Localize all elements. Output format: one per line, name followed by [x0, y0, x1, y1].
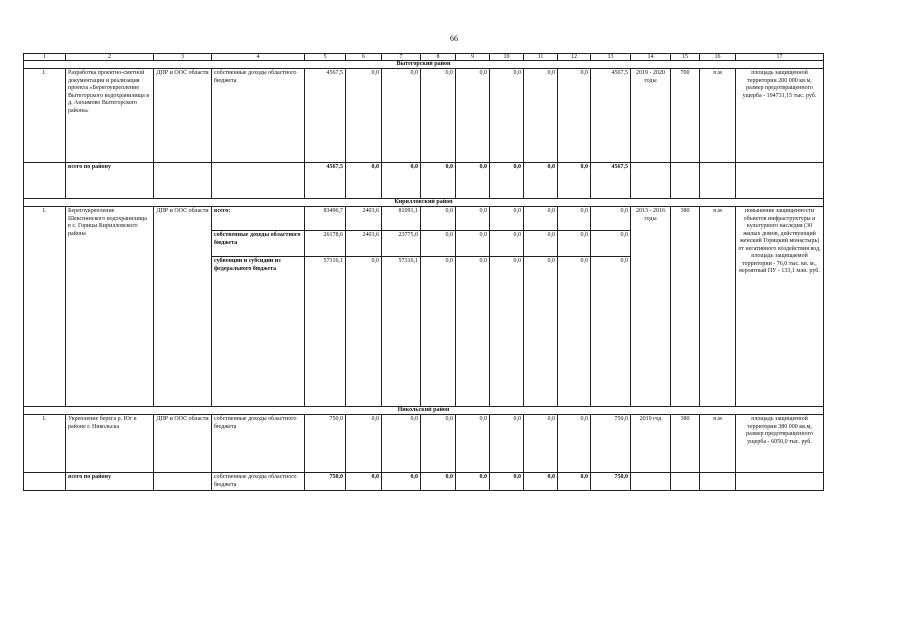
row-number: 1. — [24, 207, 66, 407]
section-title: Никольский район — [24, 407, 824, 415]
amount-cell: 0,0 — [558, 231, 591, 257]
amount-cell: 0,0 — [558, 415, 591, 473]
amount-cell: 0,0 — [382, 415, 421, 473]
section-row — [24, 199, 824, 207]
funding-source: собственные доходы областного бюджета — [212, 473, 305, 491]
amount-cell: 0,0 — [591, 231, 631, 257]
amount-cell: 0,0 — [456, 257, 490, 407]
program-table — [23, 53, 824, 491]
amount-cell: 81091,1 — [382, 207, 421, 231]
amount-cell: 2403,6 — [346, 231, 382, 257]
amount-cell: 0,0 — [591, 257, 631, 407]
responsible-org: ДПР и ООС области — [154, 207, 212, 407]
amount-cell: 0,0 — [421, 163, 456, 199]
column-number-row — [24, 54, 824, 61]
unit-cell: п.м — [700, 415, 736, 473]
col-header: 12 — [558, 54, 591, 61]
unit-cell: п.м — [700, 207, 736, 407]
quantity-cell: 380 — [671, 415, 700, 473]
col-header: 13 — [591, 54, 631, 61]
section-title: Вытегорский район — [24, 61, 824, 69]
section-title: Кирилловский район — [24, 199, 824, 207]
amount-cell: 0,0 — [524, 207, 558, 231]
amount-cell: 0,0 — [456, 415, 490, 473]
amount-cell: 0,0 — [524, 415, 558, 473]
amount-cell: 0,0 — [421, 231, 456, 257]
col-header: 11 — [524, 54, 558, 61]
row-number: 1. — [24, 69, 66, 163]
col-header: 7 — [382, 54, 421, 61]
col-header: 8 — [421, 54, 456, 61]
amount-cell: 0,0 — [421, 69, 456, 163]
total-row — [24, 163, 824, 199]
amount-cell: 0,0 — [456, 163, 490, 199]
amount-cell: 0,0 — [421, 415, 456, 473]
amount-cell: 26178,6 — [305, 231, 346, 257]
amount-cell: 0,0 — [346, 257, 382, 407]
amount-cell: 0,0 — [558, 207, 591, 231]
amount-cell: 750,0 — [591, 415, 631, 473]
row-number: 1. — [24, 415, 66, 473]
amount-cell: 0,0 — [456, 473, 490, 491]
amount-cell: 2403,6 — [346, 207, 382, 231]
col-header: 9 — [456, 54, 490, 61]
amount-cell: 0,0 — [456, 207, 490, 231]
quantity-cell: 700 — [671, 69, 700, 163]
amount-cell: 750,0 — [305, 473, 346, 491]
funding-source: всего: — [212, 207, 305, 231]
amount-cell: 23775,0 — [382, 231, 421, 257]
amount-cell: 0,0 — [346, 69, 382, 163]
page-number: 66 — [450, 34, 458, 43]
col-header: 6 — [346, 54, 382, 61]
amount-cell: 0,0 — [490, 473, 524, 491]
col-header: 4 — [212, 54, 305, 61]
amount-cell: 4567,5 — [591, 69, 631, 163]
amount-cell: 0,0 — [524, 257, 558, 407]
amount-cell: 0,0 — [382, 69, 421, 163]
amount-cell: 0,0 — [421, 473, 456, 491]
amount-cell: 4567,5 — [305, 163, 346, 199]
amount-cell: 0,0 — [490, 207, 524, 231]
amount-cell: 0,0 — [558, 257, 591, 407]
amount-cell: 0,0 — [490, 257, 524, 407]
amount-cell: 4567,5 — [305, 69, 346, 163]
col-header: 15 — [671, 54, 700, 61]
responsible-org: ДПР и ООС области — [154, 69, 212, 163]
amount-cell: 0,0 — [490, 231, 524, 257]
responsible-org: ДПР и ООС области — [154, 415, 212, 473]
total-label: всего по району — [66, 473, 154, 491]
amount-cell: 0,0 — [558, 69, 591, 163]
amount-cell: 0,0 — [558, 473, 591, 491]
col-header: 2 — [66, 54, 154, 61]
col-header: 14 — [631, 54, 671, 61]
amount-cell: 0,0 — [421, 207, 456, 231]
amount-cell: 57316,1 — [382, 257, 421, 407]
amount-cell: 0,0 — [382, 163, 421, 199]
amount-cell: 0,0 — [524, 231, 558, 257]
quantity-cell: 380 — [671, 207, 700, 407]
funding-source: собственные доходы областного бюджета — [212, 69, 305, 163]
amount-cell: 0,0 — [524, 69, 558, 163]
total-label: всего по району — [66, 163, 154, 199]
amount-cell: 750,0 — [305, 415, 346, 473]
period-cell: 2013 - 2016 годы — [631, 207, 671, 407]
table-row — [24, 415, 824, 473]
funding-source: собственные доходы областного бюджета — [212, 231, 305, 257]
section-row — [24, 407, 824, 415]
result-note: повышение защищенности объектов инфраструктуры и культурного наследия (30 жилых домов, действующий женский Горицкий монастырь) от негативного воздействия вод, площадь защищаемой территории - 76,0 тыс. кв. м., вероятный ПУ - 133,1 млн. руб. — [736, 207, 824, 407]
amount-cell: 0,0 — [490, 415, 524, 473]
amount-cell: 0,0 — [346, 415, 382, 473]
col-header: 5 — [305, 54, 346, 61]
col-header: 17 — [736, 54, 824, 61]
table-row — [24, 69, 824, 163]
project-name: Берегоукрепление Шекснинского водохранилища в с. Горицы Кирилловского района — [66, 207, 154, 407]
amount-cell: 0,0 — [346, 163, 382, 199]
period-cell: 2019 год — [631, 415, 671, 473]
amount-cell: 0,0 — [558, 163, 591, 199]
amount-cell: 4567,5 — [591, 163, 631, 199]
table-row — [24, 207, 824, 231]
amount-cell: 0,0 — [456, 231, 490, 257]
amount-cell: 0,0 — [490, 163, 524, 199]
amount-cell: 0,0 — [346, 473, 382, 491]
amount-cell: 0,0 — [382, 473, 421, 491]
amount-cell: 0,0 — [524, 163, 558, 199]
amount-cell: 0,0 — [524, 473, 558, 491]
section-row — [24, 61, 824, 69]
amount-cell: 0,0 — [456, 69, 490, 163]
amount-cell: 57316,1 — [305, 257, 346, 407]
unit-cell: п.м — [700, 69, 736, 163]
project-name: Укрепление берега р. Юг в районе г. Никольска — [66, 415, 154, 473]
funding-source: субвенции и субсидии из федерального бюджета — [212, 257, 305, 407]
amount-cell: 750,0 — [591, 473, 631, 491]
amount-cell: 0,0 — [421, 257, 456, 407]
period-cell: 2019 - 2020 годы — [631, 69, 671, 163]
total-row — [24, 473, 824, 491]
amount-cell: 0,0 — [591, 207, 631, 231]
result-note: площадь защищенной территории 380 000 кв.м, размер предотвращенного ущерба - 6050,0 тыс. руб. — [736, 415, 824, 473]
col-header: 10 — [490, 54, 524, 61]
amount-cell: 0,0 — [490, 69, 524, 163]
col-header: 16 — [700, 54, 736, 61]
col-header: 3 — [154, 54, 212, 61]
col-header: 1 — [24, 54, 66, 61]
result-note: площадь защищенной территории 200 000 кв.м, размер предотвращенного ущерба - 194731,15 тыс. руб. — [736, 69, 824, 163]
amount-cell: 83496,7 — [305, 207, 346, 231]
funding-source: собственные доходы областного бюджета — [212, 415, 305, 473]
project-name: Разработка проектно-сметной документации и реализация проекта «Берегоукрепление Вытегорского водохранилища в д. Анхимово Вытегорского района» — [66, 69, 154, 163]
